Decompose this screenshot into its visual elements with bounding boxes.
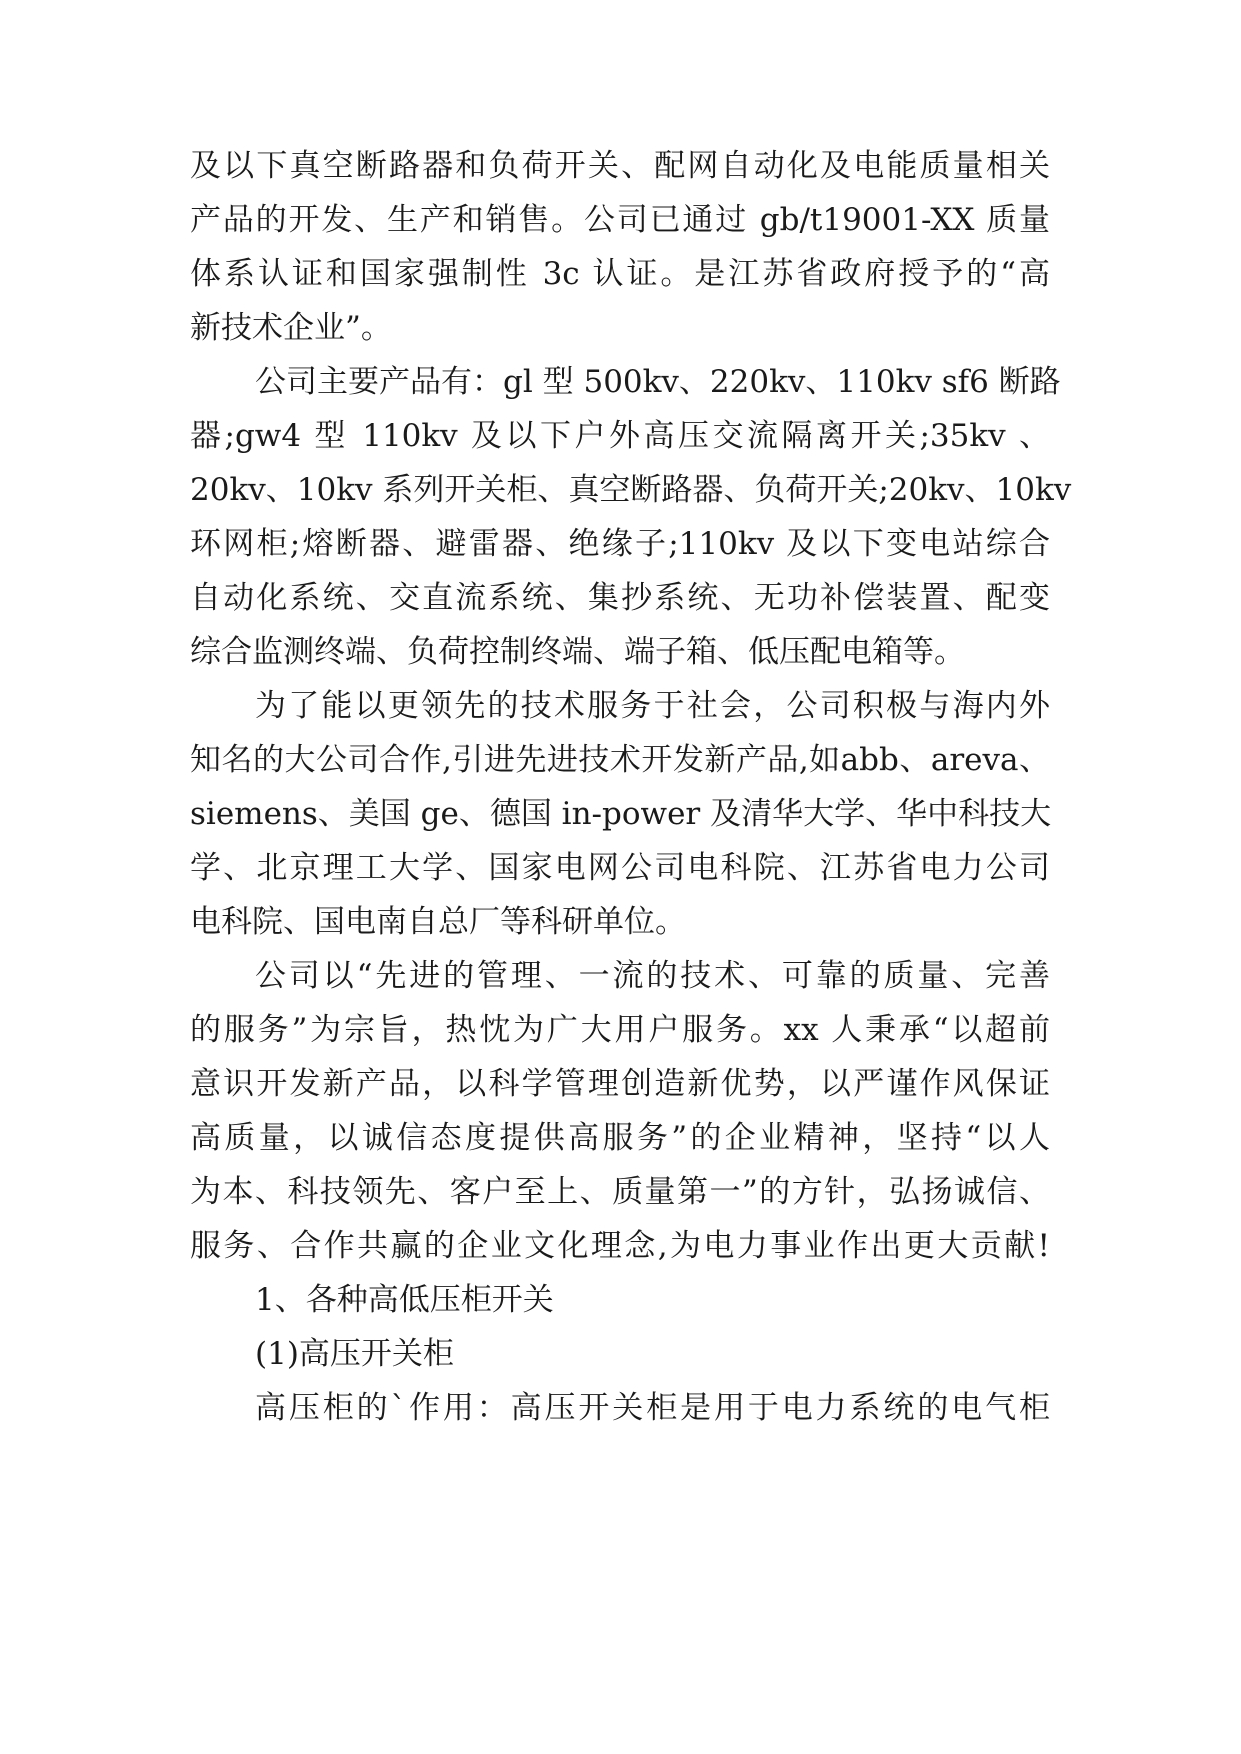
text-line: 综合监测终端、负荷控制终端、端子箱、低压配电箱等。 (190, 634, 965, 670)
text-line: 环网柜;熔断器、避雷器、绝缘子;110kv 及以下变电站综合 (190, 526, 1050, 562)
text-line: 新技术企业”。 (190, 310, 392, 346)
text-line: 及以下真空断路器和负荷开关、配网自动化及电能质量相关 (190, 148, 1050, 184)
text-line: 学、北京理工大学、国家电网公司电科院、江苏省电力公司 (190, 850, 1050, 886)
subsection-heading: (1)高压开关柜 (255, 1336, 454, 1372)
text-line: 电科院、国电南自总厂等科研单位。 (190, 904, 686, 940)
text-line: 意识开发新产品，以科学管理创造新优势，以严谨作风保证 (190, 1066, 1050, 1102)
text-line: siemens、美国 ge、德国 in-power 及清华大学、华中科技大 (190, 796, 1052, 832)
paragraph-first-line: 公司主要产品有：gl 型 500kv、220kv、110kv sf6 断路 (255, 364, 1061, 400)
text-line: 体系认证和国家强制性 3c 认证。是江苏省政府授予的“高 (190, 256, 1050, 292)
text-line: 为本、科技领先、客户至上、质量第一”的方针，弘扬诚信、 (190, 1174, 1050, 1210)
text-line: 的服务”为宗旨，热忱为广大用户服务。xx 人秉承“以超前 (190, 1012, 1050, 1048)
text-line: 20kv、10kv 系列开关柜、真空断路器、负荷开关;20kv、10kv (190, 472, 1072, 508)
section-heading: 1、各种高低压柜开关 (255, 1282, 554, 1318)
text-line: 产品的开发、生产和销售。公司已通过 gb/t19001-XX 质量 (190, 202, 1050, 238)
text-line: 高质量，以诚信态度提供高服务”的企业精神，坚持“以人 (190, 1120, 1050, 1156)
text-line: 器;gw4 型 110kv 及以下户外高压交流隔离开关;35kv 、 (190, 418, 1050, 454)
text-line: 知名的大公司合作,引进先进技术开发新产品,如abb、areva、 (190, 742, 1050, 778)
text-line: 自动化系统、交直流系统、集抄系统、无功补偿装置、配变 (190, 580, 1050, 616)
text-line: 服务、合作共赢的企业文化理念,为电力事业作出更大贡献! (190, 1228, 1050, 1264)
paragraph-first-line: 公司以“先进的管理、一流的技术、可靠的质量、完善 (255, 958, 1050, 994)
paragraph-first-line: 为了能以更领先的技术服务于社会，公司积极与海内外 (255, 688, 1050, 724)
paragraph-first-line: 高压柜的`作用：高压开关柜是用于电力系统的电气柜 (255, 1390, 1050, 1426)
